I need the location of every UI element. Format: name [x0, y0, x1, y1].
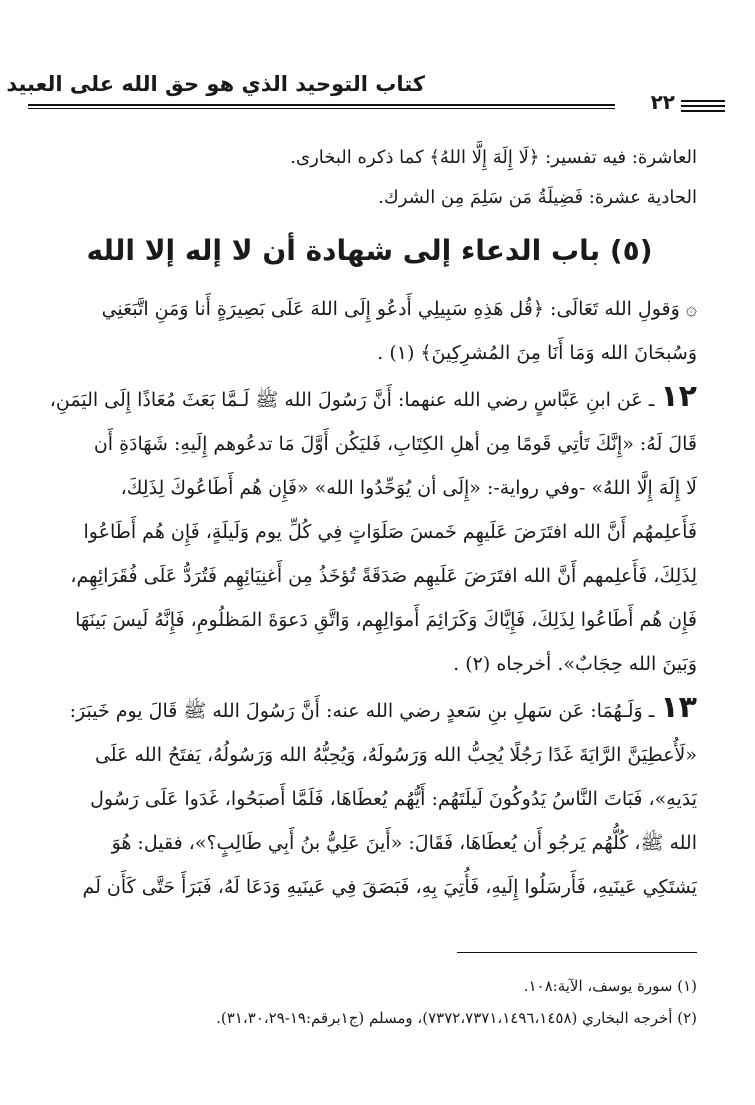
- hadith-line: وَبَينَ الله حِجَابٌ». أخرجاه (٢) .: [453, 653, 697, 675]
- page-number: ٢٢: [650, 90, 675, 114]
- footnote-separator: [457, 952, 697, 953]
- page-number-ornament: [681, 100, 725, 114]
- hadith-line: يَشتَكِي عَينَيهِ، فَأَرسَلُوا إِلَيهِ، فَأُتِيَ بِهِ، فَبَصَقَ فِي عَينَيهِ وَدَعَا لَهُ، فَبَرَأَ حَتَّى كَأَن لَم: [82, 876, 697, 898]
- footnote: (١) سورة يوسف، الآية:١٠٨.: [523, 977, 697, 995]
- footnote: (٢) أخرجه البخاري (٧٣٧٢،٧٣٧١،١٤٩٦،١٤٥٨)، ومسلم (ج١برقم:١٩-٣١،٣٠،٢٩).: [216, 1009, 697, 1027]
- intro-line: العاشرة: فيه تفسير: ﴿لَا إِلَهَ إِلَّا اللهُ﴾ كما ذكره البخارى.: [290, 147, 697, 168]
- hadith-number: ١٣: [660, 690, 697, 725]
- verse-line: ۞ وَقولِ الله تَعَالَى: ﴿قُل هَذِهِ سَبِيلِي أَدعُو إِلَى اللهَ عَلَى بَصِيرَةٍ أَنا وَمَنِ اتَّبَعَنِي: [101, 298, 697, 320]
- hadith-line: فَإِن هُم أَطَاعُوا لِذَلِكَ، فَإِيَّاكَ وَكَرَائِمَ أَموَالِهِم، وَاتَّقِ دَعوَةَ المَظلُومِ، فَإِنَّهُ لَيسَ بَينَهَا: [75, 609, 697, 631]
- hadith-line: لَا إِلَهَ إِلَّا اللهُ» -وفي رواية-: «إِلَى أن يُوَحِّدُوا الله» «فَإِن هُم أَطَاعُوكَ لِذَلِكَ،: [120, 477, 697, 499]
- hadith-text: ـ عَن ابنِ عَبَّاسٍ رضي الله عنهما: أَنَّ رَسُولَ الله ﷺ لَـمَّا بَعَثَ مُعَاذًا إِلَى اليَمَنِ،: [49, 389, 655, 411]
- hadith-line: قَالَ لَهُ: «إِنَّكَ تَأتِي قَومًا مِن أهلِ الكِتَابِ، فَليَكُن أَوَّلَ مَا تدعُوهم إِلَيهِ: شَهَادَةِ أَن: [93, 433, 697, 455]
- intro-line: الحادية عشرة: فَضِيلَةُ مَن سَلِمَ مِن الشرك.: [378, 187, 697, 208]
- hadith-13-first-line: [42, 686, 697, 733]
- hadith-line: الله ﷺ، كُلُّهُم يَرجُو أَن يُعطَاهَا، فَقَالَ: «أَينَ عَلِيُّ بنُ أَبِي طَالِبٍ؟»، فقيل: هُوَ: [111, 832, 697, 854]
- hadith-12-first-line: [42, 375, 697, 422]
- hadith-line: «لَأُعطِيَنَّ الرَّايَةَ غَدًا رَجُلًا يُحِبُّ الله وَرَسُولَهُ، وَيُحِبُّهُ الله وَرَسُولُهُ، يَفتَحُ الله عَلَى: [94, 744, 697, 766]
- hadith-number: ١٢: [660, 379, 697, 414]
- hadith-line: يَدَيهِ»، فَبَاتَ النَّاسُ يَدُوكُونَ لَيلَتَهُم: أَيُّهُم يُعطَاهَا، فَلَمَّا أَصبَحُوا، غَدَوا عَلَى رَسُول: [90, 788, 697, 810]
- hadith-line: لِذَلِكَ، فَأَعلِمهم أَنَّ الله افتَرَضَ عَلَيهِم صَدَقَةً تُؤخَذُ مِن أَغنِيَائِهِم فَتُرَدُّ عَلَى فُقَرَائِهِم،: [70, 565, 697, 587]
- running-header: [6, 68, 725, 116]
- hadith-text: ـ وَلَـهُمَا: عَن سَهلِ بنِ سَعدٍ رضي الله عنه: أَنَّ رَسُولَ الله ﷺ قَالَ يوم خَيبَرَ:: [69, 700, 655, 722]
- footnotes: [42, 970, 697, 1034]
- header-title: كتاب التوحيد الذي هو حق الله على العبيد: [6, 72, 425, 96]
- main-text: [42, 138, 697, 909]
- header-rule-thin: [28, 108, 615, 109]
- hadith-line: فَأَعلِمهُم أَنَّ الله افتَرَضَ عَلَيهِم خَمسَ صَلَوَاتٍ فِي كُلِّ يوم وَلَيلَةٍ، فَإِن هُم أَطَاعُوا: [83, 521, 697, 543]
- verse-line: وَسُبحَانَ الله وَمَا أَنَا مِنَ المُشرِكِينَ﴾ (١) .: [377, 342, 697, 364]
- header-rule: [28, 104, 615, 106]
- chapter-title: (٥) باب الدعاء إلى شهادة أن لا إله إلا الله: [86, 234, 653, 267]
